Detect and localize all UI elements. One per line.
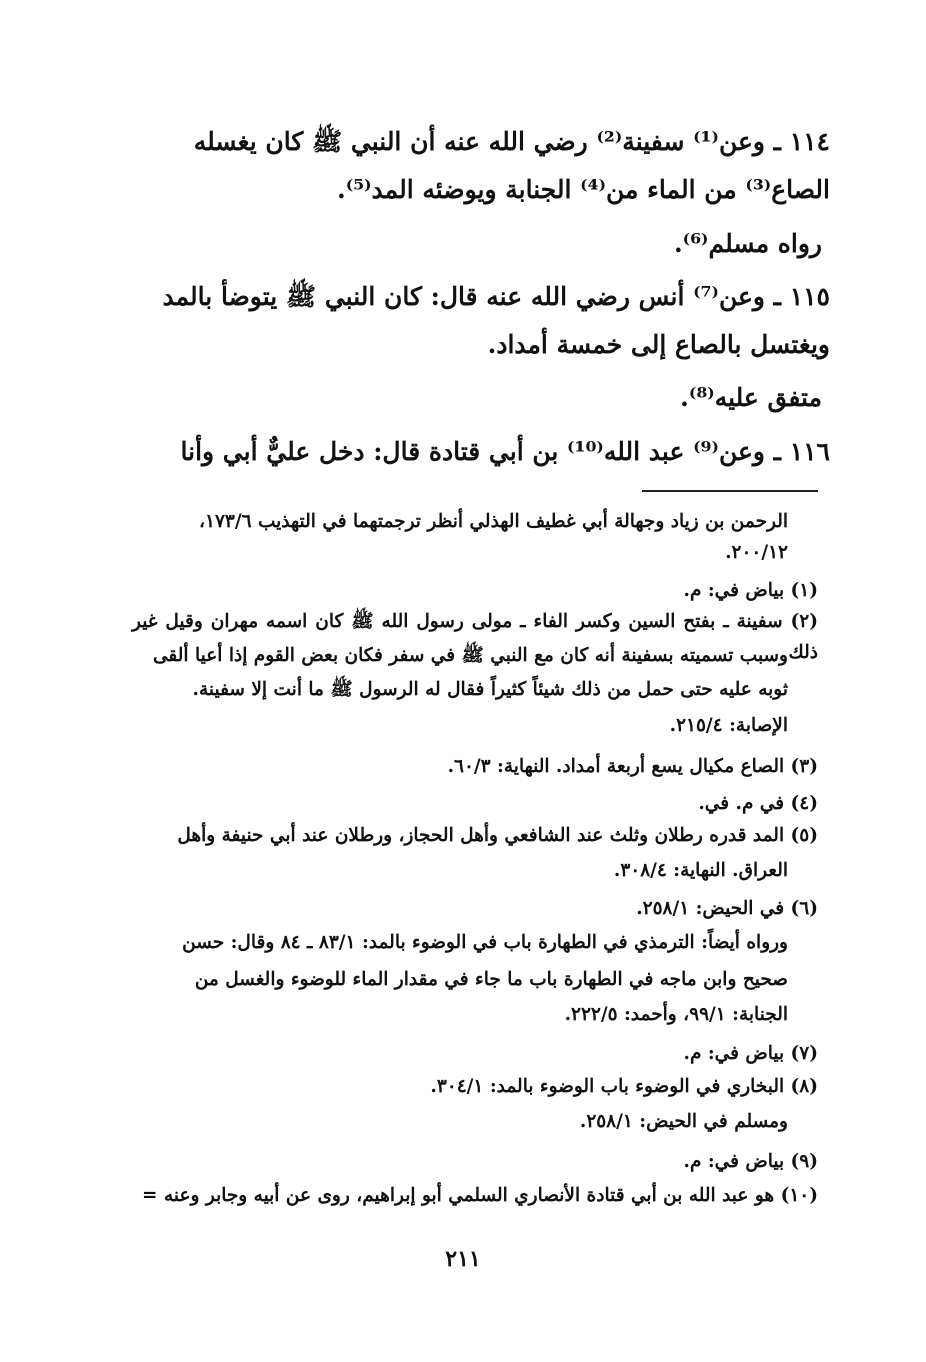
- hadith-114-line-2: الصاع⁽³⁾ من الماء من⁽⁴⁾ الجنابة ويوضئه المد⁽⁵⁾.: [337, 175, 830, 204]
- footnote-7: (٧) بياض في: م.: [683, 1043, 818, 1064]
- hadith-116-line-1: ١١٦ ـ وعن⁽⁹⁾ عبد الله⁽¹⁰⁾ بن أبي قتادة قال: دخل عليٌّ أبي وأنا: [180, 437, 830, 466]
- footnote-1: (١) بياض في: م.: [683, 580, 818, 601]
- footnote-2-line-2: وسبب تسميته بسفينة أنه كان مع النبي ﷺ في سفر فكان بعض القوم إذا أعيا ألقى: [153, 645, 788, 666]
- footnote-3: (٣) الصاع مكيال يسع أربعة أمداد. النهاية: ٦٠/٣.: [447, 756, 818, 777]
- hadith-115-source: متفق عليه⁽⁸⁾.: [680, 383, 822, 412]
- footnote-2-line-4: الإصابة: ٢١٥/٤.: [669, 715, 788, 736]
- footnote-carryover-line-2: ٢٠٠/١٢.: [725, 542, 788, 563]
- hadith-115-line-1: ١١٥ ـ وعن⁽⁷⁾ أنس رضي الله عنه قال: كان النبي ﷺ يتوضأ بالمد: [162, 282, 830, 311]
- footnote-8-line-2: ومسلم في الحيض: ٢٥٨/١.: [579, 1111, 788, 1132]
- hadith-114-line-1: ١١٤ ـ وعن⁽¹⁾ سفينة⁽²⁾ رضي الله عنه أن النبي ﷺ كان يغسله: [193, 127, 830, 156]
- page-number: ٢١١: [445, 1246, 481, 1272]
- footnote-2-line-1: (٢) سفينة ـ بفتح السين وكسر الفاء ـ مولى رسول الله ﷺ كان اسمه مهران وقيل غير ذلك: [132, 611, 818, 663]
- footnote-carryover-line-1: الرحمن بن زياد وجهالة أبي غطيف الهذلي أنظر ترجمتهما في التهذيب ١٧٣/٦،: [199, 511, 788, 532]
- footnote-5-line-2: العراق. النهاية: ٣٠٨/٤.: [613, 860, 788, 881]
- footnote-4: (٤) في م. في.: [698, 793, 818, 814]
- hadith-114-source: رواه مسلم⁽⁶⁾.: [673, 229, 822, 258]
- hadith-115-line-2: ويغتسل بالصاع إلى خمسة أمداد.: [487, 330, 830, 359]
- footnote-10: (١٠) هو عبد الله بن أبي قتادة الأنصاري السلمي أبو إبراهيم، روى عن أبيه وجابر وعنه =: [142, 1185, 818, 1206]
- footnote-8-line-1: (٨) البخاري في الوضوء باب الوضوء بالمد: ٣٠٤/١.: [430, 1076, 818, 1097]
- footnote-6-line-4: الجنابة: ٩٩/١، وأحمد: ٢٢٢/٥.: [564, 1004, 788, 1025]
- footnote-6-line-3: صحيح وابن ماجه في الطهارة باب ما جاء في مقدار الماء للوضوء والغسل من: [194, 969, 788, 990]
- footnote-6-line-1: (٦) في الحيض: ٢٥٨/١.: [636, 898, 818, 919]
- footnote-2-line-3: ثوبه عليه حتى حمل من ذلك شيئاً كثيراً فقال له الرسول ﷺ ما أنت إلا سفينة.: [192, 679, 788, 700]
- footnote-6-line-2: ورواه أيضاً: الترمذي في الطهارة باب في الوضوء بالمد: ٨٣/١ ـ ٨٤ وقال: حسن: [182, 932, 788, 953]
- footnote-9: (٩) بياض في: م.: [683, 1151, 818, 1172]
- footnote-5-line-1: (٥) المد قدره رطلان وثلث عند الشافعي وأهل الحجاز، ورطلان عند أبي حنيفة وأهل: [177, 825, 818, 846]
- footnote-separator: [642, 490, 818, 492]
